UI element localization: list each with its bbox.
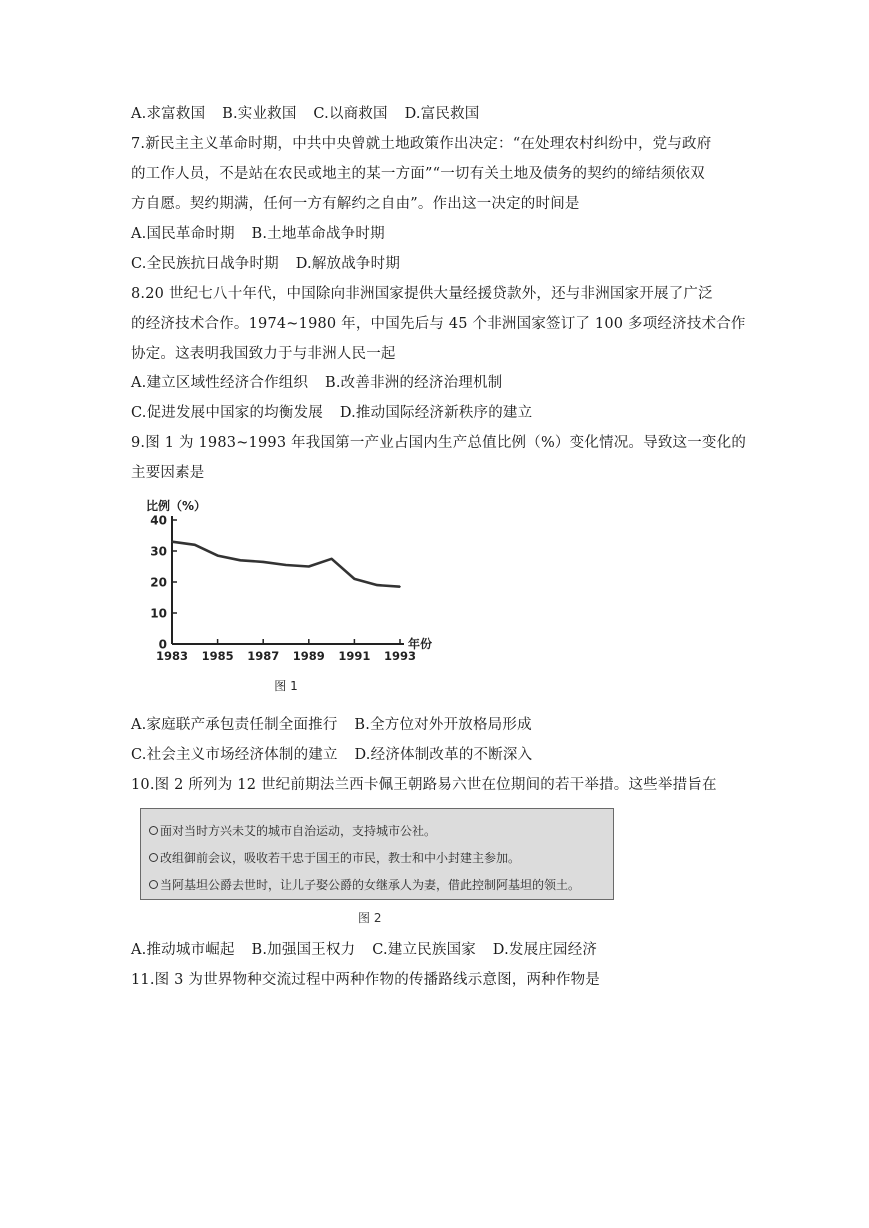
- data-point: [354, 578, 356, 580]
- y-axis-label: 比例（%）: [146, 499, 207, 513]
- figure-1-caption: 图 1: [274, 679, 298, 693]
- q7-options-row1: [131, 224, 397, 244]
- y-tick-label: 20: [150, 575, 167, 590]
- q10-option-b: B.加强国王权力: [251, 942, 356, 958]
- circle-bullet-icon: [149, 826, 158, 835]
- data-point: [331, 558, 333, 560]
- x-axis-label: 年份: [408, 637, 433, 651]
- q8-stem-line3: 协定。这表明我国致力于与非洲人民一起: [131, 346, 396, 362]
- q7-stem-line3: 方自愿。契约期满，任何一方有解约之自由”。作出这一决定的时间是: [131, 196, 580, 212]
- q10-stem-line1: 10.图 2 所列为 12 世纪前期法兰西卡佩王朝路易六世在位期间的若干举措。这些举措旨在: [131, 777, 717, 793]
- x-tick-label: 1985: [201, 649, 234, 663]
- q8-stem-line1: 8.20 世纪七八十年代，中国除向非洲国家提供大量经援贷款外，还与非洲国家开展了广泛: [131, 286, 713, 302]
- q10-options: [131, 940, 609, 960]
- q9-stem-line2: 主要因素是: [131, 465, 205, 481]
- q9-option-c: C.社会主义市场经济体制的建立: [131, 747, 338, 763]
- q9-options-row2: [131, 745, 544, 765]
- data-point: [308, 566, 310, 568]
- q7-stem-line2: 的工作人员，不是站在农民或地主的某一方面”“一切有关土地及债务的契约的缔结须依双: [131, 166, 705, 182]
- data-point: [240, 560, 242, 562]
- x-tick-label: 1987: [247, 649, 280, 663]
- q8-option-c: C.促进发展中国家的均衡发展: [131, 405, 323, 421]
- data-point: [262, 561, 264, 563]
- q8-options-row1: [131, 373, 514, 393]
- q6-option-a: A.求富救国: [131, 106, 206, 122]
- q7-option-b: B.土地革命战争时期: [251, 226, 385, 242]
- x-tick-label: 1991: [338, 649, 371, 663]
- data-point: [285, 564, 287, 566]
- q6-option-c: C.以商救国: [313, 106, 388, 122]
- q8-stem-line2: 的经济技术合作。1974~1980 年，中国先后与 45 个非洲国家签订了 100 多项经济技术合作: [131, 316, 746, 332]
- q6-options: [131, 104, 492, 124]
- figure-2-caption: 图 2: [358, 911, 382, 925]
- fig2-item-text: 当阿基坦公爵去世时，让儿子娶公爵的女继承人为妻，借此控制阿基坦的领土。: [160, 878, 581, 892]
- circle-bullet-icon: [149, 853, 158, 862]
- q7-option-a: A.国民革命时期: [131, 226, 235, 242]
- q8-option-b: B.改善非洲的经济治理机制: [325, 375, 503, 391]
- data-point: [399, 586, 401, 588]
- fig2-item: [149, 872, 613, 899]
- q7-stem-line1: 7.新民主主义革命时期，中共中央曾就土地政策作出决定：“在处理农村纠纷中，党与政府: [131, 136, 712, 152]
- fig2-item: [149, 845, 613, 872]
- q9-option-a: A.家庭联产承包责任制全面推行: [131, 717, 338, 733]
- y-tick-label: 0: [158, 637, 167, 652]
- q10-option-c: C.建立民族国家: [372, 942, 476, 958]
- y-tick-label: 40: [150, 513, 167, 528]
- x-tick-label: 1993: [383, 649, 417, 663]
- x-tick-label: 1989: [292, 649, 325, 663]
- y-tick-label: 30: [150, 544, 167, 559]
- data-point: [171, 541, 173, 543]
- q7-option-d: D.解放战争时期: [295, 256, 401, 272]
- q9-options-row1: [131, 715, 544, 735]
- q9-option-b: B.全方位对外开放格局形成: [354, 717, 532, 733]
- figure-2-measures-box: [140, 808, 614, 900]
- q7-option-c: C.全民族抗日战争时期: [131, 256, 279, 272]
- data-point: [217, 555, 219, 557]
- q8-option-d: D.推动国际经济新秩序的建立: [339, 405, 533, 421]
- fig2-item-text: 改组御前会议，吸收若干忠于国王的市民，教士和中小封建主参加。: [160, 851, 521, 865]
- q8-option-a: A.建立区域性经济合作组织: [131, 375, 309, 391]
- q11-stem-line1: 11.图 3 为世界物种交流过程中两种作物的传播路线示意图，两种作物是: [131, 972, 601, 988]
- fig2-item-text: 面对当时方兴未艾的城市自治运动，支持城市公社。: [160, 824, 437, 838]
- y-tick-label: 10: [150, 606, 167, 621]
- q6-option-d: D.富民救国: [404, 106, 480, 122]
- q7-options-row2: [131, 254, 412, 274]
- q6-option-b: B.实业救国: [222, 106, 297, 122]
- figure-1-line-chart: [146, 499, 433, 700]
- q10-option-a: A.推动城市崛起: [131, 942, 235, 958]
- circle-bullet-icon: [149, 880, 158, 889]
- data-point: [376, 584, 378, 586]
- data-point: [194, 544, 196, 546]
- x-tick-label: 1983: [155, 649, 189, 663]
- fig2-item: [149, 818, 613, 845]
- q9-stem-line1: 9.图 1 为 1983~1993 年我国第一产业占国内生产总值比例（%）变化情况。导致这一变化的: [131, 435, 747, 451]
- q9-option-d: D.经济体制改革的不断深入: [354, 747, 533, 763]
- q10-option-d: D.发展庄园经济: [492, 942, 598, 958]
- q8-options-row2: [131, 403, 544, 423]
